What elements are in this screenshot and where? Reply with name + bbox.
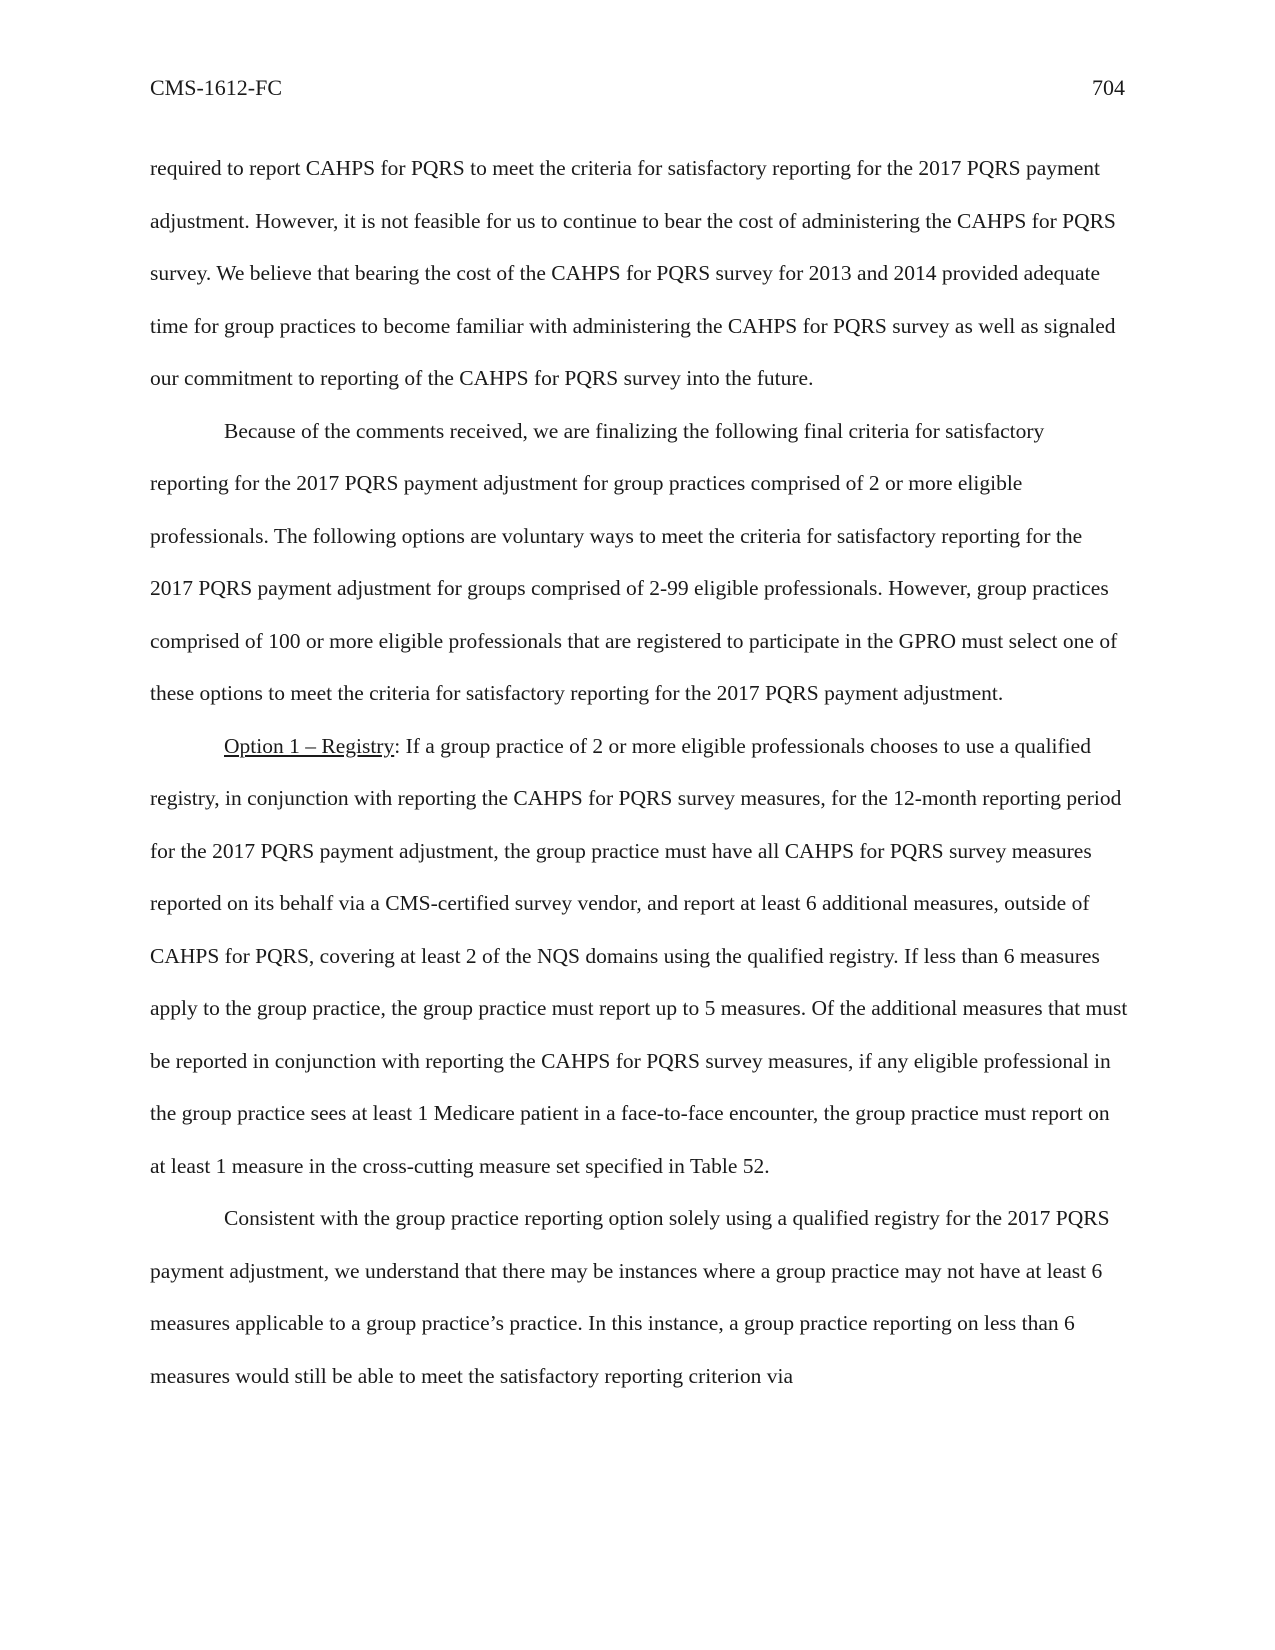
paragraph-final-criteria (150, 405, 1128, 720)
page-number: 704 (1092, 75, 1125, 100)
paragraph-registry-consistency (150, 1192, 1128, 1402)
paragraph-text: : If a group practice of 2 or more eligible professionals chooses to use a qualified registry, in conjunction with reporting the CAHPS for PQRS survey measures, for the 12-month reporting period for the 2017 PQRS payment adjustment, the group practice must have all CAHPS for PQRS survey measures reported on its behalf via a CMS-certified survey vendor, and report at least 6 additional measures, outside of CAHPS for PQRS, covering at least 2 of the NQS domains using the qualified registry. If less than 6 measures apply to the group practice, the group practice must report up to 5 measures. Of the additional measures that must be reported in conjunction with reporting the CAHPS for PQRS survey measures, if any eligible professional in the group practice sees at least 1 Medicare patient in a face-to-face encounter, the group practice must report on at least 1 measure in the cross-cutting measure set specified in Table 52. (150, 733, 1128, 1178)
option-heading: Option 1 – Registry (224, 733, 395, 758)
paragraph-text: required to report CAHPS for PQRS to meet the criteria for satisfactory reporting for the 2017 PQRS payment adjustment. However, it is not feasible for us to continue to bear the cost of administering the CAHPS for PQRS survey. We believe that bearing the cost of the CAHPS for PQRS survey for 2013 and 2014 provided adequate time for group practices to become familiar with administering the CAHPS for PQRS survey as well as signaled our commitment to reporting of the CAHPS for PQRS survey into the future. (150, 156, 1116, 390)
paragraph-text: Consistent with the group practice reporting option solely using a qualified registry for the 2017 PQRS payment adjustment, we understand that there may be instances where a group practice may not have at least 6 measures applicable to a group practice’s practice. In this instance, a group practice reporting on less than 6 measures would still be able to meet the satisfactory reporting criterion via (150, 1206, 1110, 1388)
document-id: CMS-1612-FC (150, 75, 283, 100)
document-body (150, 142, 1128, 1402)
paragraph-option-1 (150, 720, 1128, 1193)
paragraph-continuation (150, 142, 1128, 405)
paragraph-text: Because of the comments received, we are finalizing the following final criteria for satisfactory reporting for the 2017 PQRS payment adjustment for group practices comprised of 2 or more eligible professionals. The following options are voluntary ways to meet the criteria for satisfactory reporting for the 2017 PQRS payment adjustment for groups comprised of 2-99 eligible professionals. However, group practices comprised of 100 or more eligible professionals that are registered to participate in the GPRO must select one of these options to meet the criteria for satisfactory reporting for the 2017 PQRS payment adjustment. (150, 418, 1118, 705)
